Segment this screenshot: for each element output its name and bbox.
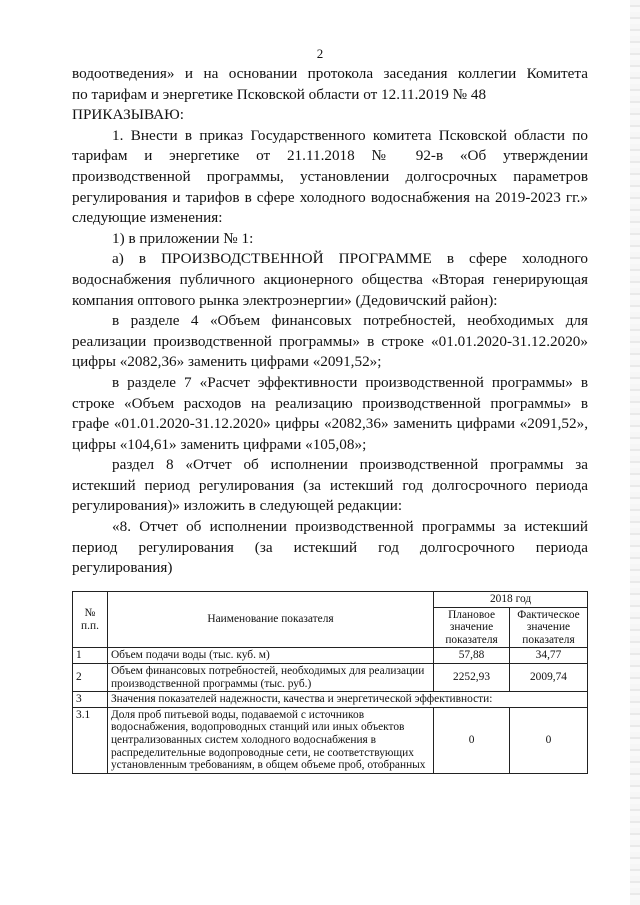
paragraph-1: 1. Внести в приказ Государственного комитета Псковской области по тарифам и энергетике от 21.11.2018 № 92-в «Об утверждении производственной программы, установлении долгосрочных параметров регулирования и тарифов в сфере холодного водоснабжения на 2019-2023 гг.» следующие изменения: bbox=[72, 126, 588, 227]
row-fact: 34,77 bbox=[510, 648, 588, 664]
paragraph-5: в разделе 7 «Расчет эффективности производственной программы» в строке «Объем расходов на реализацию производственной программы» в графе «01.01.2020-31.12.2020» цифры «2082,36» заменить цифрами «2091,52», цифры «104,61» заменить цифрами «105,08»; bbox=[72, 373, 588, 453]
row-number: 3 bbox=[73, 692, 108, 708]
table-row bbox=[73, 663, 588, 691]
header-plan: Плановое значение показателя bbox=[434, 607, 510, 648]
table-header-row bbox=[73, 592, 588, 608]
table-row bbox=[73, 648, 588, 664]
paragraph-4: в разделе 4 «Объем финансовых потребностей, необходимых для реализации производственной программы» в строке «01.01.2020-31.12.2020» цифры «2082,36» заменить цифрами «2091,52»; bbox=[72, 312, 588, 371]
paragraph-6: раздел 8 «Отчет об исполнении производственной программы за истекший период регулирования (за истекший год долгосрочного периода регулирования)» изложить в следующей редакции: bbox=[72, 456, 588, 515]
table-row bbox=[73, 707, 588, 773]
paragraph-7: «8. Отчет об исполнении производственной программы за истекший период регулирования (за истекший год долгосрочного периода регулирования) bbox=[72, 518, 588, 577]
text-line: водоотведения» и на основании протокола заседания коллегии Комитета bbox=[72, 65, 588, 82]
row-name: Объем финансовых потребностей, необходимых для реализации производственной программы (тыс. руб.) bbox=[107, 663, 433, 691]
row-number: 2 bbox=[73, 663, 108, 691]
paragraph-3: а) в ПРОИЗВОДСТВЕННОЙ ПРОГРАММЕ в сфере холодного водоснабжения публичного акционерного общества «Вторая генерирующая компания оптового рынка электроэнергии» (Дедовичский район): bbox=[72, 250, 588, 309]
row-name: Значения показателей надежности, качества и энергетической эффективности: bbox=[107, 692, 587, 708]
header-fact: Фактическое значение показателя bbox=[510, 607, 588, 648]
row-name: Доля проб питьевой воды, подаваемой с источников водоснабжения, водопроводных станций или иных объектов централизованных систем холодного водоснабжения в распределительные водопроводные сети, не соответствующих установленным требованиям, в общем объеме проб, отобранных bbox=[107, 707, 433, 773]
row-plan: 0 bbox=[434, 707, 510, 773]
report-table bbox=[72, 591, 588, 774]
header-number: № п.п. bbox=[73, 592, 108, 648]
page-number: 2 bbox=[316, 46, 324, 61]
table-row bbox=[73, 692, 588, 708]
text-line: по тарифам и энергетике Псковской области от 12.11.2019 № 48 bbox=[72, 85, 487, 103]
row-number: 3.1 bbox=[73, 707, 108, 773]
row-name: Объем подачи воды (тыс. куб. м) bbox=[107, 648, 433, 664]
row-fact: 2009,74 bbox=[510, 663, 588, 691]
row-plan: 57,88 bbox=[434, 648, 510, 664]
header-year: 2018 год bbox=[434, 592, 588, 608]
order-text bbox=[72, 64, 588, 579]
header-name: Наименование показателя bbox=[107, 592, 433, 648]
row-plan: 2252,93 bbox=[434, 663, 510, 691]
scan-edge bbox=[630, 0, 640, 905]
order-heading: ПРИКАЗЫВАЮ: bbox=[72, 106, 184, 124]
row-number: 1 bbox=[73, 648, 108, 664]
paragraph-2: 1) в приложении № 1: bbox=[112, 229, 254, 247]
row-fact: 0 bbox=[510, 707, 588, 773]
